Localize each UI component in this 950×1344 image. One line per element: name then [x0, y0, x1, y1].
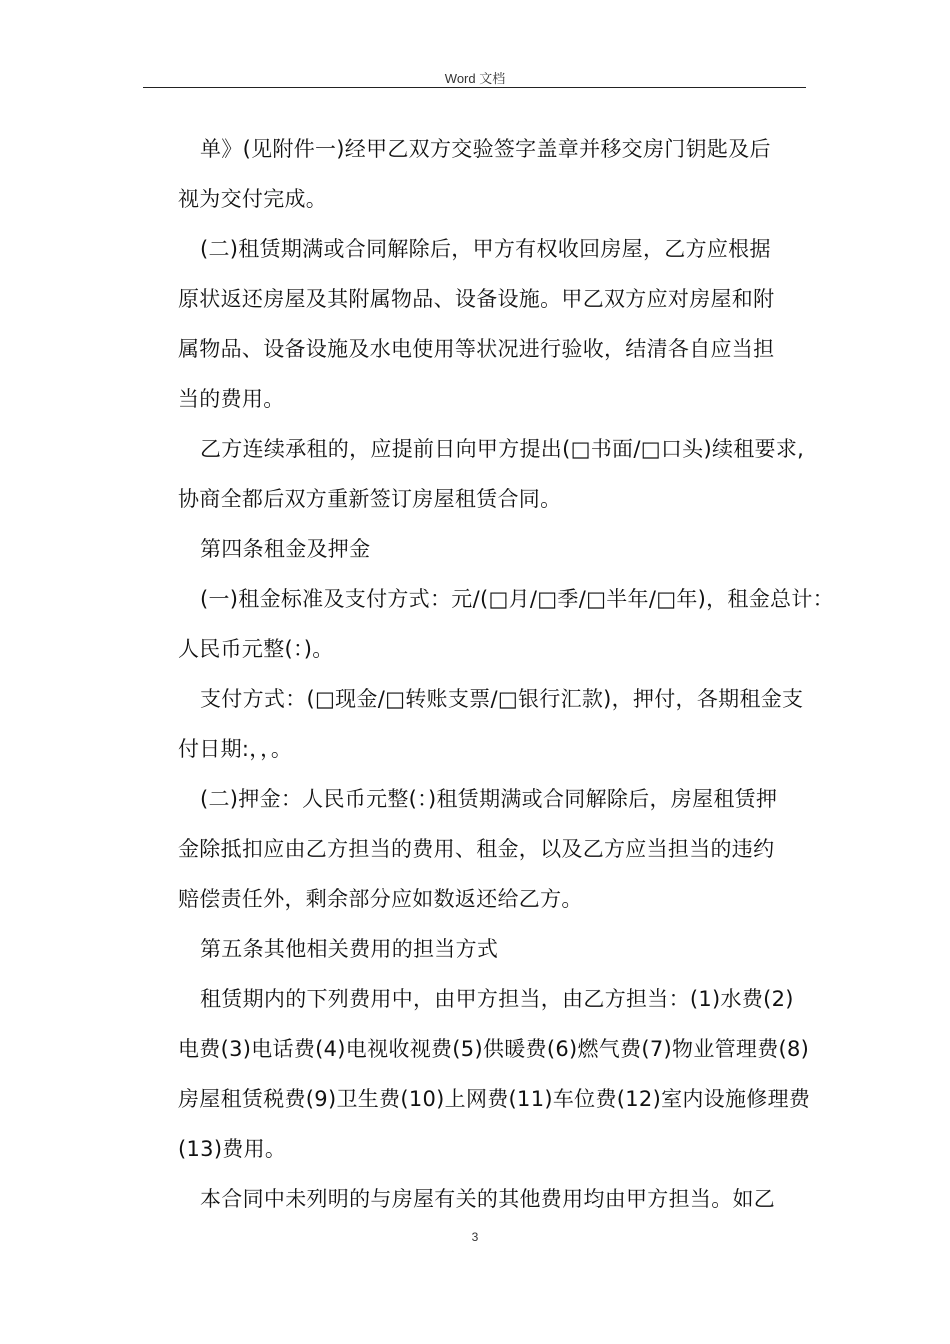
body-line: 协商全都后双方重新签订房屋租赁合同。: [178, 487, 562, 511]
body-line: 第五条其他相关费用的担当方式: [200, 937, 499, 961]
body-line: 房屋租赁税费(9)卫生费(10)上网费(11)车位费(12)室内设施修理费: [178, 1087, 811, 1111]
body-line: 乙方连续承租的，应提前日向甲方提出(□书面/□口头)续租要求,: [200, 437, 805, 461]
body-line: 单》(见附件一)经甲乙双方交验签字盖章并移交房门钥匙及后: [200, 137, 771, 161]
document-body: [178, 124, 834, 1224]
page-header: Word 文档: [444, 71, 506, 86]
body-line: 金除抵扣应由乙方担当的费用、租金，以及乙方应当担当的违约: [178, 837, 775, 861]
page-number: 3: [471, 1230, 479, 1244]
body-line: 当的费用。: [178, 387, 285, 411]
body-line: 属物品、设备设施及水电使用等状况进行验收，结清各自应当担: [178, 337, 775, 361]
body-line: 电费(3)电话费(4)电视收视费(5)供暖费(6)燃气费(7)物业管理费(8): [178, 1037, 810, 1061]
body-line: 付日期:，，。: [178, 737, 293, 761]
body-line: (13)费用。: [178, 1137, 287, 1161]
body-line: 原状返还房屋及其附属物品、设备设施。甲乙双方应对房屋和附: [178, 287, 775, 311]
body-line: 视为交付完成。: [178, 187, 328, 211]
body-line: 第四条租金及押金: [200, 537, 371, 561]
body-line: 支付方式：(□现金/□转账支票/□银行汇款)，押付，各期租金支: [200, 687, 804, 711]
body-line: 赔偿责任外，剩余部分应如数返还给乙方。: [178, 887, 583, 911]
body-line: 租赁期内的下列费用中，由甲方担当，由乙方担当：(1)水费(2): [200, 987, 794, 1011]
body-line: (一)租金标准及支付方式：元/(□月/□季/□半年/□年)，租金总计：: [200, 587, 834, 611]
header-divider: [143, 87, 806, 88]
body-line: (二)租赁期满或合同解除后，甲方有权收回房屋，乙方应根据: [200, 237, 771, 261]
body-line: 本合同中未列明的与房屋有关的其他费用均由甲方担当。如乙: [200, 1187, 776, 1211]
body-line: 人民币元整(：)。: [178, 637, 334, 661]
body-line: (二)押金：人民币元整(：)租赁期满或合同解除后，房屋租赁押: [200, 787, 778, 811]
